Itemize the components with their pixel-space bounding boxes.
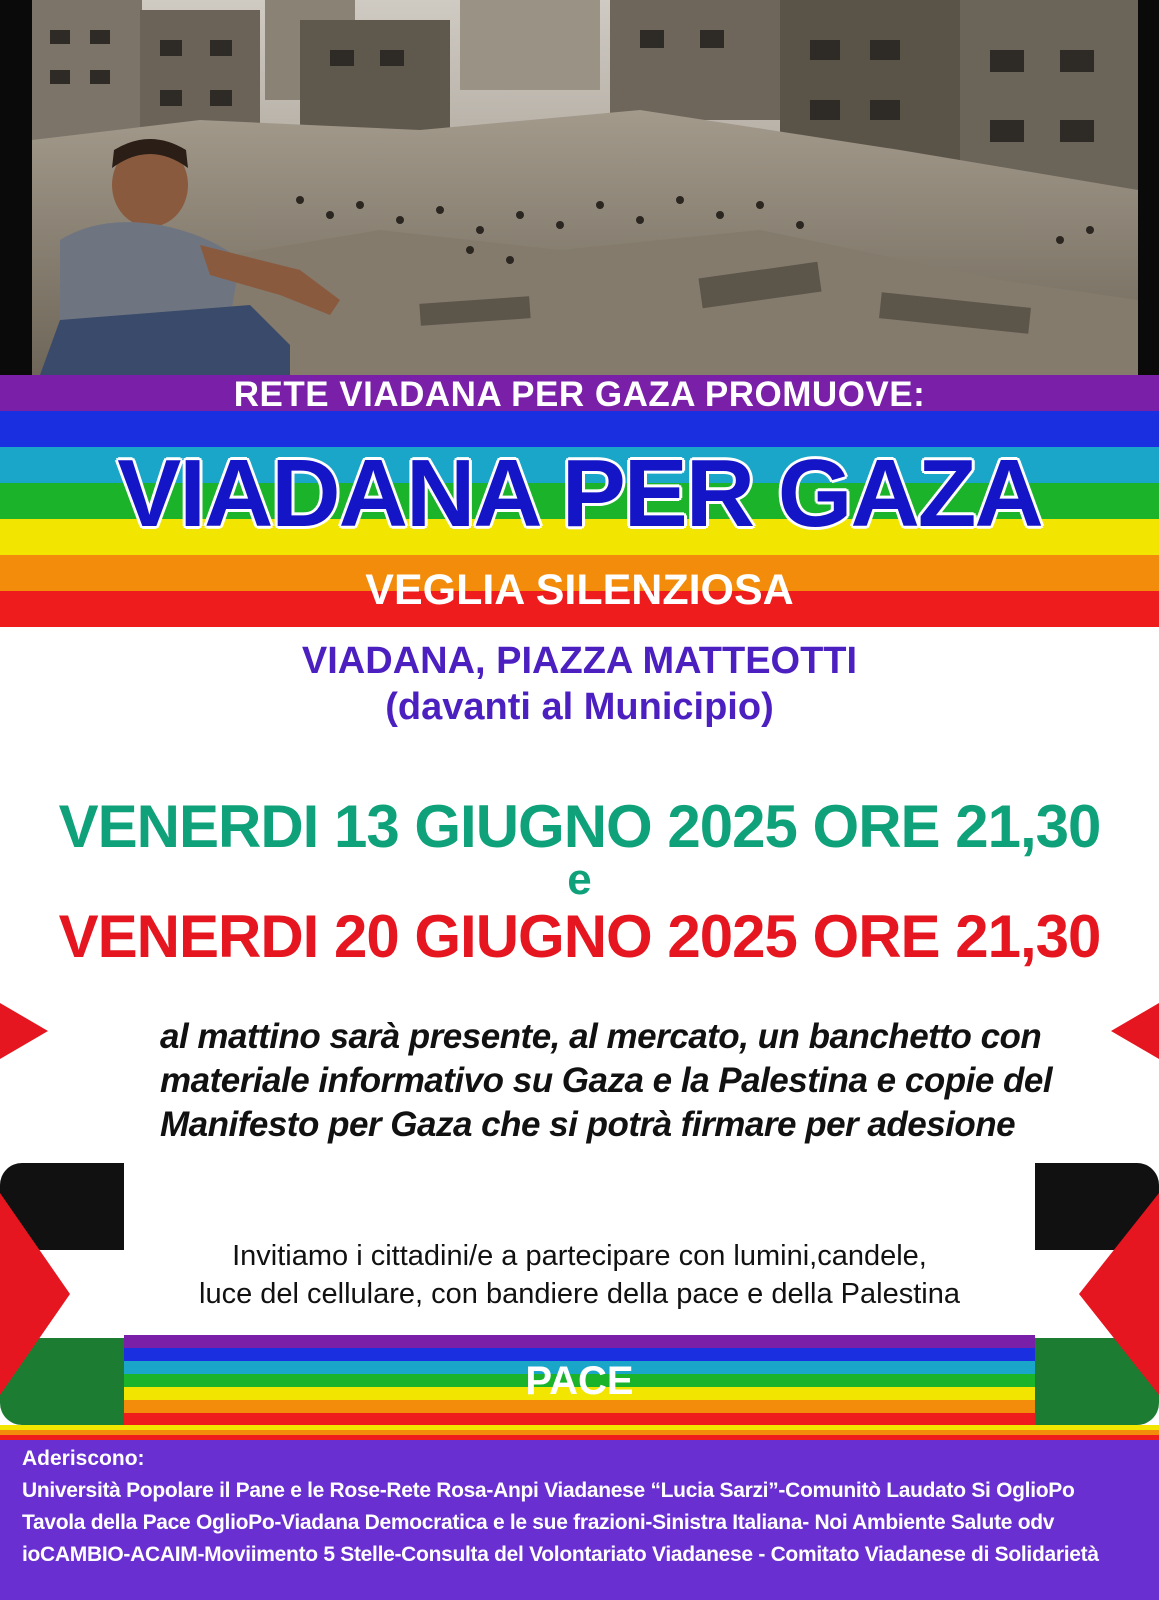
event-subtitle: VEGLIA SILENZIOSA (365, 566, 794, 614)
invite-line: luce del cellulare, con bandiere della pace e della Palestina (199, 1278, 960, 1310)
supporters-line: Università Popolare il Pane e le Rose-Rete Rosa-Anpi Viadanese “Lucia Sarzi”-Comunitò Laudato Si OglioPo (22, 1479, 1075, 1502)
rainbow-strip (0, 1425, 1159, 1440)
supporters-line: Tavola della Pace OglioPo-Viadana Democratica e le sue frazioni-Sinistra Italiana- Noi Ambiente Salute odv (22, 1511, 1055, 1534)
market-info-paragraph (160, 1015, 1060, 1147)
event-title: VIADANA PER GAZA (117, 440, 1042, 547)
location-place: VIADANA, PIAZZA MATTEOTTI (301, 640, 858, 682)
event-date-second: VENERDI 20 GIUGNO 2025 ORE 21,30 (58, 903, 1101, 970)
ruined-city-photo (0, 0, 1159, 375)
supporters-line: ioCAMBIO-ACAIM-Moviimento 5 Stelle-Consulta del Volontariato Viadanese - Comitato Viadanese di Solidarietà (22, 1543, 1099, 1566)
supporters-title: Aderiscono: (22, 1447, 145, 1470)
red-triangle-right-icon (1111, 1003, 1159, 1059)
promoter-heading: RETE VIADANA PER GAZA PROMUOVE: (233, 375, 926, 414)
red-triangle-left-icon (0, 1003, 48, 1059)
invite-line: Invitiamo i cittadini/e a partecipare con lumini,candele, (232, 1240, 927, 1272)
event-location (0, 638, 1159, 730)
info-line: Manifesto per Gaza che si potrà firmare per adesione (160, 1105, 1016, 1144)
location-detail: (davanti al Municipio) (385, 686, 774, 728)
date-conjunction: e (567, 855, 592, 904)
supporters-section (0, 1440, 1159, 1600)
info-line: materiale informativo su Gaza e la Palestina e copie del (160, 1061, 1053, 1100)
info-line: al mattino sarà presente, al mercato, un banchetto con (160, 1017, 1042, 1056)
invitation-text (124, 1237, 1035, 1313)
palestine-flag-left-icon (0, 1163, 124, 1425)
pace-label: PACE (525, 1359, 634, 1403)
header-photo (0, 0, 1159, 375)
palestine-flag-right-icon (1035, 1163, 1159, 1425)
event-date-first: VENERDI 13 GIUGNO 2025 ORE 21,30 (58, 793, 1101, 860)
